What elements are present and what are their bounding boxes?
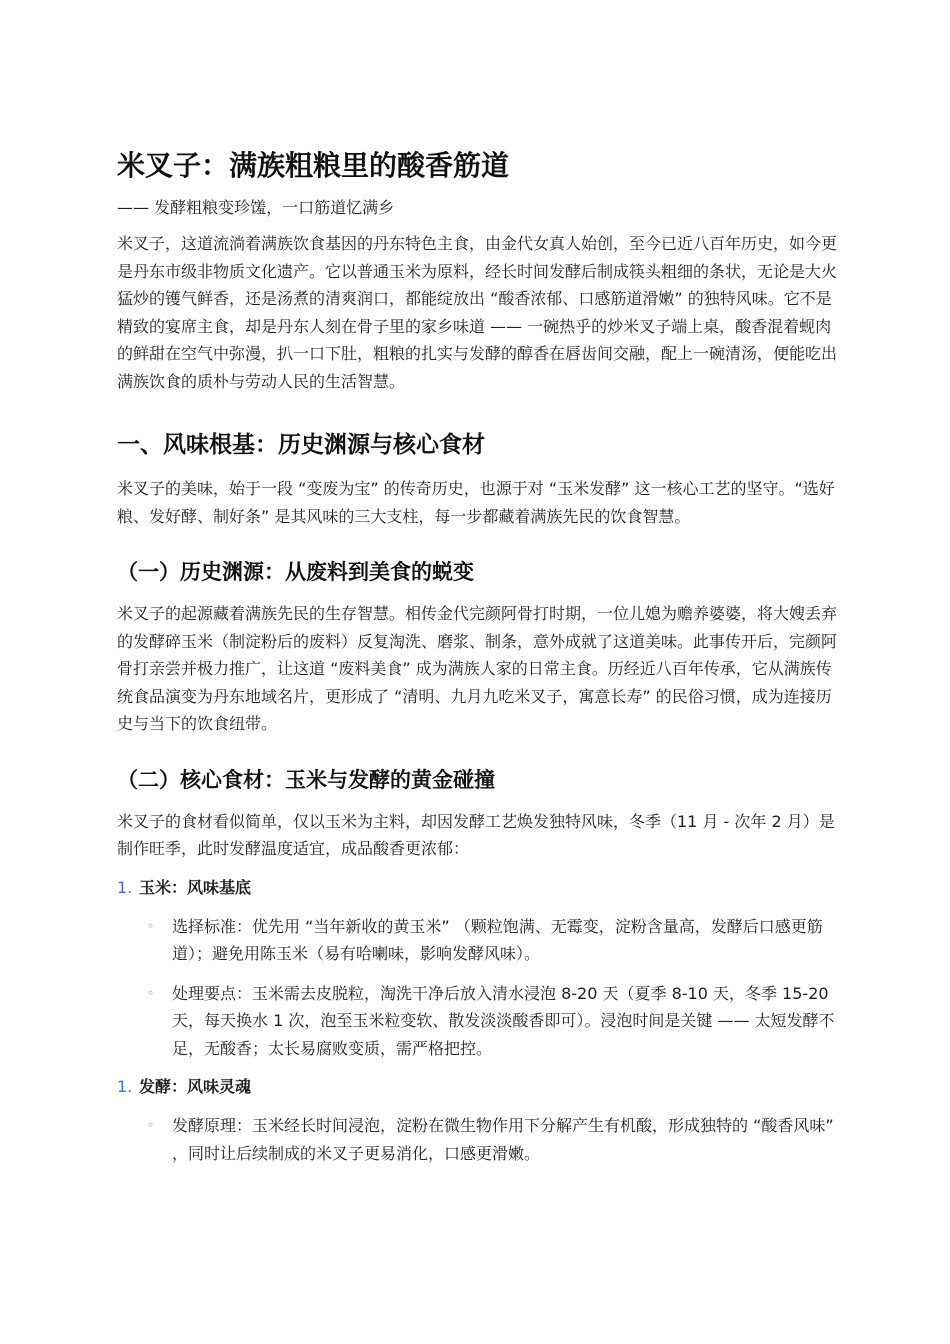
bullet-item (147, 1112, 845, 1167)
hollow-bullet-icon: ◦ (147, 1118, 155, 1132)
subsection-heading-history: （一）历史渊源：从废料到美食的蜕变 (117, 560, 474, 584)
list-number: 1. (117, 877, 133, 897)
bullet-text: 处理要点：玉米需去皮脱粒，淘洗干净后放入清水浸泡 8-20 天（夏季 8-10 天，冬季 15-20 天，每天换水 1 次，泡至玉米粒变软、散发淡淡酸香即可）。浸泡时间是关键 —— 太短发酵不足，无酸香；太长易腐败变质，需严格把控。 (172, 983, 835, 1058)
hollow-bullet-icon: ◦ (147, 918, 155, 933)
history-paragraph: 米叉子的起源藏着满族先民的生存智慧。相传金代完颜阿骨打时期，一位儿媳为赡养婆婆，将大嫂丢弃的发酵碎玉米（制淀粉后的废料）反复淘洗、磨浆、制条，意外成就了这道美味。此事传开后，完颜阿骨打亲尝并极力推广，让这道 “废料美食” 成为满族人家的日常主食。历经近八百年传承，它从满族传统食品演变为丹东地域名片，更形成了 “清明、九月九吃米叉子，寓意长寿” 的民俗习惯，成为连接历史与当下的饮食纽带。 (117, 604, 838, 733)
subsection-heading-ingredients: （二）核心食材：玉米与发酵的黄金碰撞 (117, 767, 495, 792)
bullet-item (147, 913, 845, 968)
list-item (117, 875, 845, 901)
list-item-label: 玉米：风味基底 (139, 877, 252, 897)
bullet-text: 发酵原理：玉米经长时间浸泡，淀粉在微生物作用下分解产生有机酸，形成独特的 “酸香风味” ，同时让后续制成的米叉子更易消化，口感更滑嫩。 (172, 1116, 834, 1163)
list-item-label: 发酵：风味灵魂 (139, 1077, 252, 1096)
page-title: 米叉子：满族粗粮里的酸香筋道 (117, 149, 510, 182)
ingredients-paragraph: 米叉子的食材看似简单，仅以玉米为主料，却因发酵工艺焕发独特风味，冬季（11 月 - 次年 2 月）是制作旺季，此时发酵温度适宜，成品酸香更浓郁： (117, 811, 835, 858)
bullet-item (147, 980, 845, 1063)
list-number: 1. (117, 1077, 133, 1096)
hollow-bullet-icon: ◦ (147, 985, 155, 1000)
list-item (117, 1074, 845, 1100)
intro-paragraph: 米叉子，这道流淌着满族饮食基因的丹东特色主食，由金代女真人始创，至今已近八百年历史，如今更是丹东市级非物质文化遗产。它以普通玉米为原料，经长时间发酵后制成筷头粗细的条状，无论是大火猛炒的镬气鲜香，还是汤煮的清爽润口，都能绽放出 “酸香浓郁、口感筋道滑嫩” 的独特风味。它不是精致的宴席主食，却是丹东人刻在骨子里的家乡味道 —— 一碗热乎的炒米叉子端上桌，酸香混着蚬肉的鲜甜在空气中弥漫，扒一口下肚，粗粮的扎实与发酵的醇香在唇齿间交融，配上一碗清汤，便能吃出满族饮食的质朴与劳动人民的生活智慧。 (117, 234, 838, 391)
page-subtitle: —— 发酵粗粮变珍馐，一口筋道忆满乡 (117, 198, 395, 217)
bullet-text: 选择标准：优先用 “当年新收的黄玉米” （颗粒饱满、无霉变，淀粉含量高，发酵后口感更筋道）；避免用陈玉米（易有哈喇味，影响发酵风味）。 (172, 916, 823, 963)
section-1-paragraph: 米叉子的美味，始于一段 “变废为宝” 的传奇历史，也源于对 “玉米发酵” 这一核心工艺的坚守。“选好粮、发好酵、制好条” 是其风味的三大支柱，每一步都藏着满族先民的饮食智慧。 (117, 479, 835, 526)
document-page (117, 140, 845, 1167)
section-heading-1: 一、风味根基：历史渊源与核心食材 (117, 432, 485, 458)
